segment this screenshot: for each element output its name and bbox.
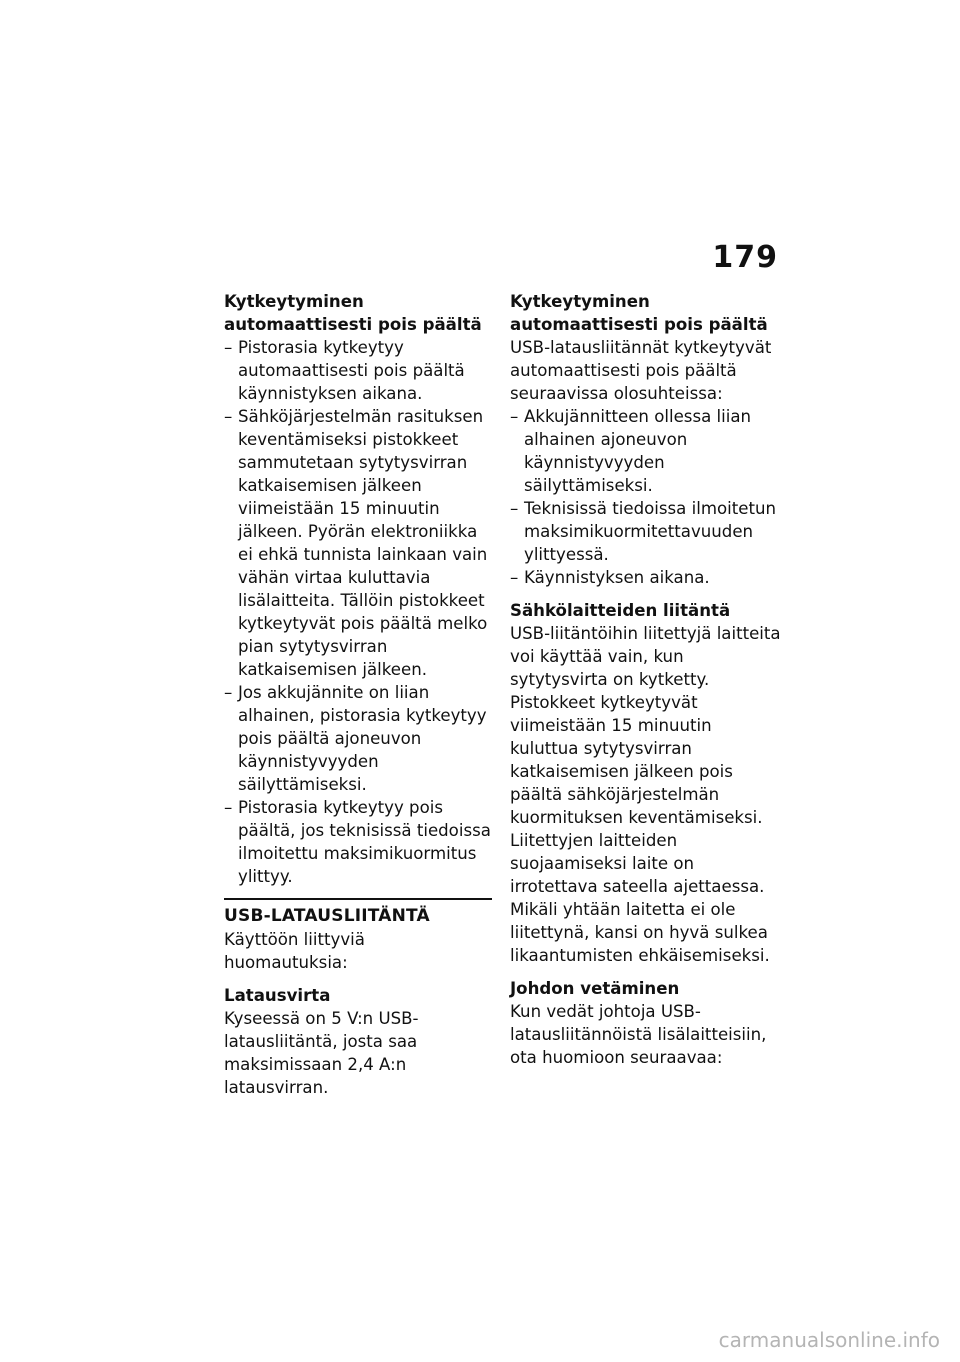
electrical-devices-paragraph-3: Mikäli yhtään laitetta ei ole liitettynä, kansi on hyvä sulkea likaantumisten ehkäisemiseksi.	[510, 900, 770, 965]
list-item: – Akkujännitteen ollessa liian alhainen ajoneuvon käynnistyvyyden säilyttämiseksi.	[510, 405, 782, 497]
left-heading-line1: Kytkeytyminen	[224, 292, 364, 311]
charging-current-heading: Latausvirta	[224, 986, 331, 1005]
electrical-devices-paragraph-1: USB-liitäntöihin liitettyjä laitteita voi käyttää vain, kun sytytysvirta on kytketty. Pistokkeet kytkeytyvät viimeistään 15 minuutin kuluttua sytytysvirran katkaisemisen jälkeen pois päältä sähköjärjestelmän kuormituksen keventämiseksi.	[510, 624, 781, 827]
cable-routing-heading: Johdon vetäminen	[510, 979, 680, 998]
page-number: 179	[712, 240, 778, 275]
left-column	[224, 290, 492, 1099]
list-item: – Pistorasia kytkeytyy pois päältä, jos teknisissä tiedoissa ilmoitettu maksimikuormitus ylittyy.	[224, 796, 492, 888]
cable-routing-text: Kun vedät johtoja USB-latausliitännöistä lisälaitteisiin, ota huomioon seuraavaa:	[510, 1002, 767, 1067]
footer-watermark: carmanualsonline.info	[718, 1328, 940, 1352]
right-column	[510, 290, 782, 1069]
electrical-devices-heading: Sähkölaitteiden liitäntä	[510, 601, 731, 620]
charging-current-text: Kyseessä on 5 V:n USB-latausliitäntä, josta saa maksimissaan 2,4 A:n latausvirran.	[224, 1009, 419, 1097]
right-dash-list	[510, 405, 782, 589]
right-heading-line1: Kytkeytyminen	[510, 292, 650, 311]
section-intro: Käyttöön liittyviä huomautuksia:	[224, 930, 365, 972]
section-divider	[224, 898, 492, 900]
right-intro: USB-latausliitännät kytkeytyvät automaattisesti pois päältä seuraavissa olosuhteissa:	[510, 338, 772, 403]
list-item: – Käynnistyksen aikana.	[510, 566, 782, 589]
electrical-devices-paragraph-2: Liitettyjen laitteiden suojaamiseksi laite on irrotettava sateella ajettaessa.	[510, 831, 765, 896]
right-heading-line2: automaattisesti pois päältä	[510, 315, 768, 334]
list-item: – Teknisissä tiedoissa ilmoitetun maksimikuormitettavuuden ylittyessä.	[510, 497, 782, 566]
left-heading-line2: automaattisesti pois päältä	[224, 315, 482, 334]
section-title: USB-LATAUSLIITÄNTÄ	[224, 906, 430, 926]
list-item: – Pistorasia kytkeytyy automaattisesti pois päältä käynnistyksen aikana.	[224, 336, 492, 405]
list-item: – Jos akkujännite on liian alhainen, pistorasia kytkeytyy pois päältä ajoneuvon käynnistyvyyden säilyttämiseksi.	[224, 681, 492, 796]
list-item: – Sähköjärjestelmän rasituksen keventämiseksi pistokkeet sammutetaan sytytysvirran katkaisemisen jälkeen viimeistään 15 minuutin jälkeen. Pyörän elektroniikka ei ehkä tunnista lainkaan vain vähän virtaa kuluttavia lisälaitteita. Tällöin pistokkeet kytkeytyvät pois päältä melko pian sytytysvirran katkaisemisen jälkeen.	[224, 405, 492, 681]
left-dash-list	[224, 336, 492, 888]
